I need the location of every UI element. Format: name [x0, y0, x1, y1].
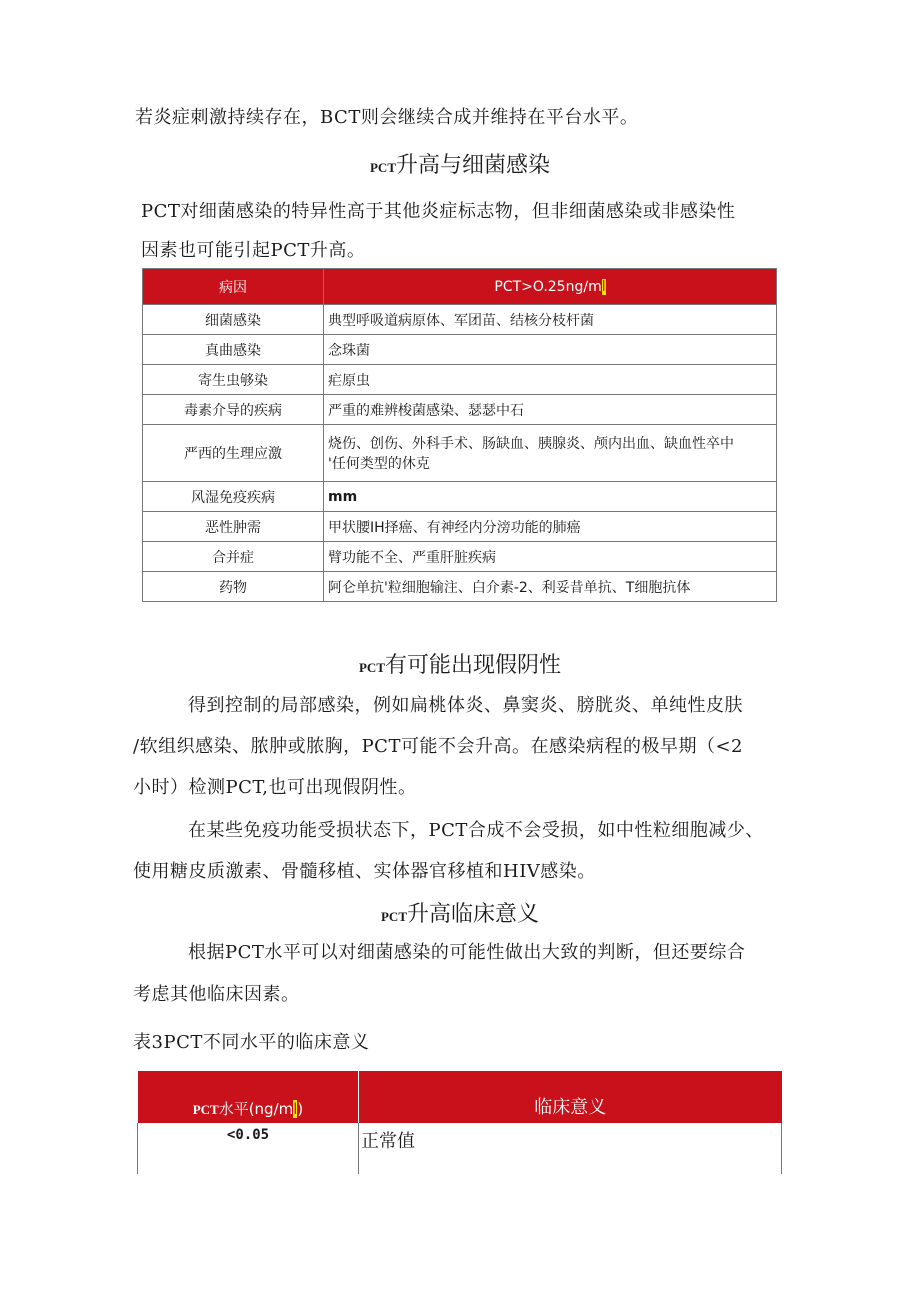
pct-level-table [137, 1071, 782, 1174]
table-row: 细菌感染 典型呼吸道病原体、军团苗、结核分枝杆菌 [143, 305, 777, 335]
table-header-pct-level: PCT水平(ng∕ml) [138, 1071, 359, 1123]
section3-p1-line2: 考虑其他临床因素。 [133, 984, 300, 1005]
table-row: 严西的生理应激 烧伤、创伤、外科手术、肠缺血、胰腺炎、颅内出血、缺血性卒中 '任何类型的休克 [143, 425, 777, 482]
section2-p1-line3: 小时）检测PCT,也可出现假阴性。 [133, 777, 417, 798]
pct-cause-table [142, 268, 777, 602]
table-row: <0.05 正常值 [138, 1123, 782, 1174]
table-row: 真曲感染 念珠菌 [143, 335, 777, 365]
table-caption: 表3PCT不同水平的临床意义 [133, 1032, 370, 1053]
intro-line: 若炎症刺激持续存在，BCT则会继续合成并维持在平台水平。 [135, 107, 639, 128]
section-heading-pct-bacterial: PCT升高与细菌感染 [369, 153, 550, 178]
table-row: 合并症 臂功能不全、严重肝脏疾病 [143, 542, 777, 572]
section2-p1-line2: /软组织感染、脓肿或脓胸，PCT可能不会升高。在感染病程的极早期（<2 [133, 736, 743, 757]
table-header-clinical-meaning: 临床意义 [359, 1071, 782, 1123]
table-header-cause: 病因 [143, 269, 324, 305]
table-header-pct-threshold: PCT>O.25ng∕ml [324, 269, 777, 305]
table-row: 毒素介导的疾病 严重的难辨梭菌感染、瑟瑟中石 [143, 395, 777, 425]
table-row: 寄生虫够染 疟原虫 [143, 365, 777, 395]
section2-p2-line2: 使用糖皮质激素、骨髓移植、实体器官移植和HIV感染。 [133, 861, 596, 882]
table-row: 恶性肿需 甲状腰IH择癌、有神经内分滂功能的肺癌 [143, 512, 777, 542]
section-heading-clinical-significance: PCT升高临床意义 [380, 902, 539, 927]
section3-p1-line1: 根据PCT水平可以对细菌感染的可能性做出大致的判断，但还要综合 [188, 942, 746, 963]
table-row: 风湿免疫疾病 mm [143, 482, 777, 512]
section2-p2-line1: 在某些免疫功能受损状态下，PCT合成不会受损，如中性粒细胞减少、 [188, 820, 764, 841]
section1-paragraph-line1: PCT对细菌感染的特异性高于其他炎症标志物，但非细菌感染或非感染性 [141, 201, 736, 222]
section-heading-false-negative: PCT有可能出现假阴性 [358, 653, 561, 678]
section1-paragraph-line2: 因素也可能引起PCT升高。 [141, 240, 366, 261]
table-row: 药物 阿仑单抗'粒细胞输注、白介素-2、利妥昔单抗、T细胞抗体 [143, 572, 777, 602]
section2-p1-line1: 得到控制的局部感染，例如扁桃体炎、鼻窦炎、膀胱炎、单纯性皮肤 [188, 695, 743, 716]
